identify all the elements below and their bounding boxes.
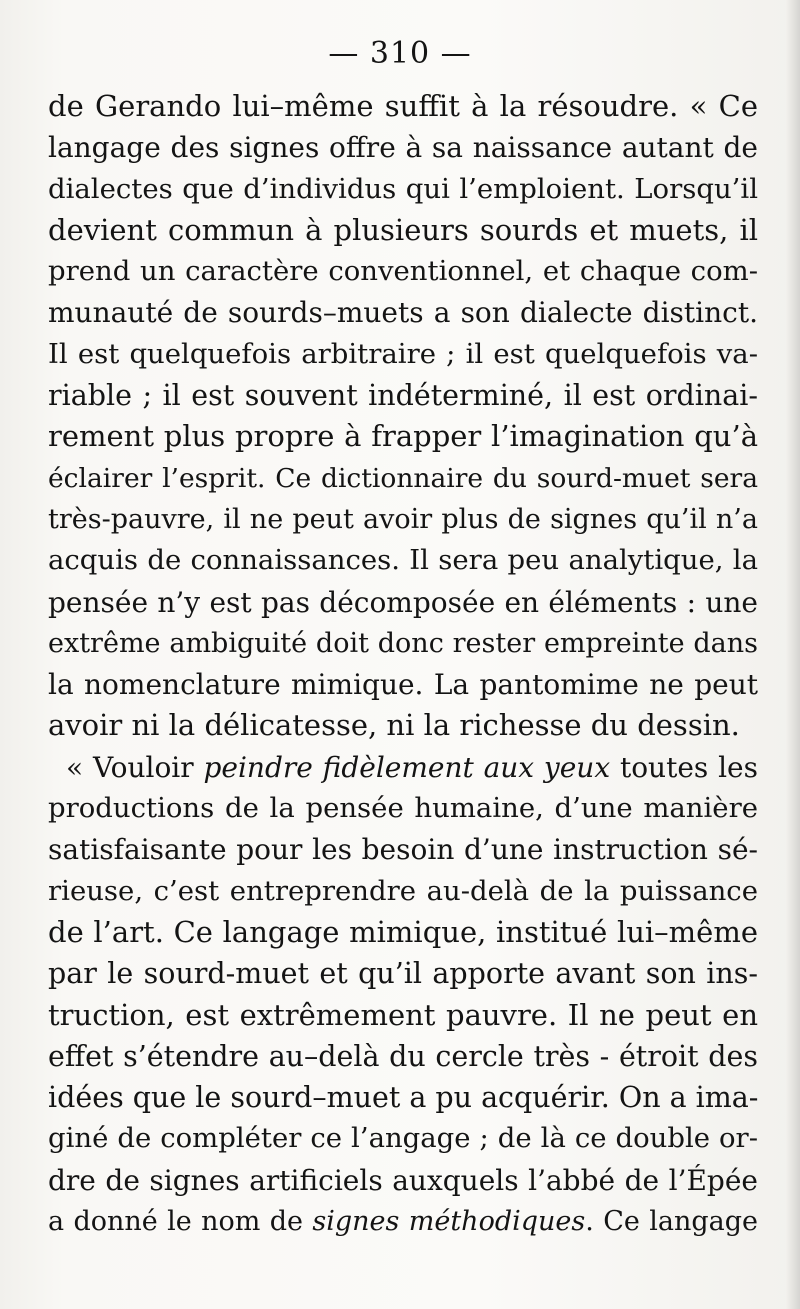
text-line bbox=[48, 334, 758, 375]
text-line bbox=[48, 127, 758, 168]
text-segment: productions de la pensée humaine, d’une manière bbox=[48, 792, 758, 825]
italic-text-segment: peindre fidèlement aux yeux bbox=[203, 750, 611, 784]
text-segment: extrême ambiguité doit donc rester empreinte dans bbox=[48, 627, 758, 659]
page-number: — 310 — bbox=[328, 36, 472, 71]
text-segment: truction, est extrêmement pauvre. Il ne peut en bbox=[48, 997, 758, 1032]
text-segment: acquis de connaissances. Il sera peu analytique, la bbox=[48, 544, 758, 577]
text-segment: la nomenclature mimique. La pantomime ne peut bbox=[48, 668, 758, 702]
text-segment: giné de compléter ce l’angage ; de là ce double or- bbox=[48, 1122, 758, 1155]
text-line bbox=[48, 912, 758, 953]
text-line bbox=[48, 210, 758, 251]
text-segment: de Gerando lui–même suffit à la résoudre. « Ce bbox=[48, 89, 758, 123]
text-segment: riable ; il est souvent indéterminé, il est ordinai- bbox=[48, 379, 758, 413]
text-segment: avoir ni la délicatesse, ni la richesse du dessin. bbox=[48, 708, 740, 743]
body-text bbox=[48, 86, 758, 1242]
text-line bbox=[48, 416, 758, 457]
text-segment: langage des signes offre à sa naissance autant de bbox=[48, 131, 758, 165]
text-line bbox=[48, 829, 758, 870]
text-line bbox=[48, 1201, 758, 1242]
text-segment: satisfaisante pour les besoin d’une instruction sé- bbox=[48, 833, 758, 867]
text-line bbox=[48, 582, 758, 623]
text-line bbox=[48, 375, 758, 416]
text-segment: par le sourd-muet et qu’il apporte avant son ins- bbox=[48, 957, 758, 991]
text-line bbox=[48, 623, 758, 664]
text-line bbox=[48, 995, 758, 1036]
italic-text-segment: signes méthodiques bbox=[312, 1206, 586, 1238]
text-segment: munauté de sourds–muets a son dialecte distinct. bbox=[48, 296, 758, 330]
text-line bbox=[48, 1077, 758, 1118]
text-segment: de l’art. Ce langage mimique, institué lui–même bbox=[48, 914, 758, 949]
text-segment: prend un caractère conventionnel, et chaque com- bbox=[48, 255, 758, 288]
text-line bbox=[48, 705, 758, 746]
text-segment: effet s’étendre au–delà du cercle très - étroit des bbox=[48, 1039, 758, 1073]
text-line bbox=[48, 788, 758, 829]
text-segment: rieuse, c’est entreprendre au-delà de la puissance bbox=[48, 874, 758, 907]
text-segment: pensée n’y est pas décomposée en éléments : une bbox=[48, 585, 758, 619]
text-line bbox=[48, 1036, 758, 1077]
text-line bbox=[48, 871, 758, 912]
text-line bbox=[48, 169, 758, 210]
text-line bbox=[48, 292, 758, 333]
text-line bbox=[48, 86, 758, 127]
text-segment: . Ce langage bbox=[585, 1206, 758, 1238]
text-segment: rement plus propre à frapper l’imagination qu’à bbox=[48, 419, 758, 454]
text-line bbox=[48, 1118, 758, 1159]
text-segment: devient commun à plusieurs sourds et muets, il bbox=[48, 212, 758, 247]
text-segment: idées que le sourd–muet a pu acquérir. On a ima- bbox=[48, 1081, 759, 1115]
text-segment: dre de signes artificiels auxquels l’abbé de l’Épée bbox=[48, 1163, 758, 1197]
text-line bbox=[48, 540, 758, 581]
text-line bbox=[48, 664, 758, 705]
text-line bbox=[48, 953, 758, 994]
text-line bbox=[48, 499, 758, 540]
text-segment: a donné le nom de bbox=[48, 1206, 313, 1238]
text-line bbox=[48, 1160, 758, 1201]
text-segment: toutes les bbox=[610, 750, 758, 784]
text-segment: Il est quelquefois arbitraire ; il est quelquefois va- bbox=[48, 337, 758, 370]
text-segment: éclairer l’esprit. Ce dictionnaire du sourd-muet sera bbox=[48, 462, 758, 494]
text-line bbox=[48, 251, 758, 292]
text-segment: dialectes que d’individus qui l’emploient. Lorsqu’il bbox=[48, 172, 758, 205]
page-edge-shadow bbox=[786, 0, 800, 1309]
text-line bbox=[48, 747, 758, 788]
text-line bbox=[48, 458, 758, 499]
text-segment: « Vouloir bbox=[66, 750, 204, 784]
text-segment: très-pauvre, il ne peut avoir plus de signes qu’il n’a bbox=[48, 503, 758, 535]
